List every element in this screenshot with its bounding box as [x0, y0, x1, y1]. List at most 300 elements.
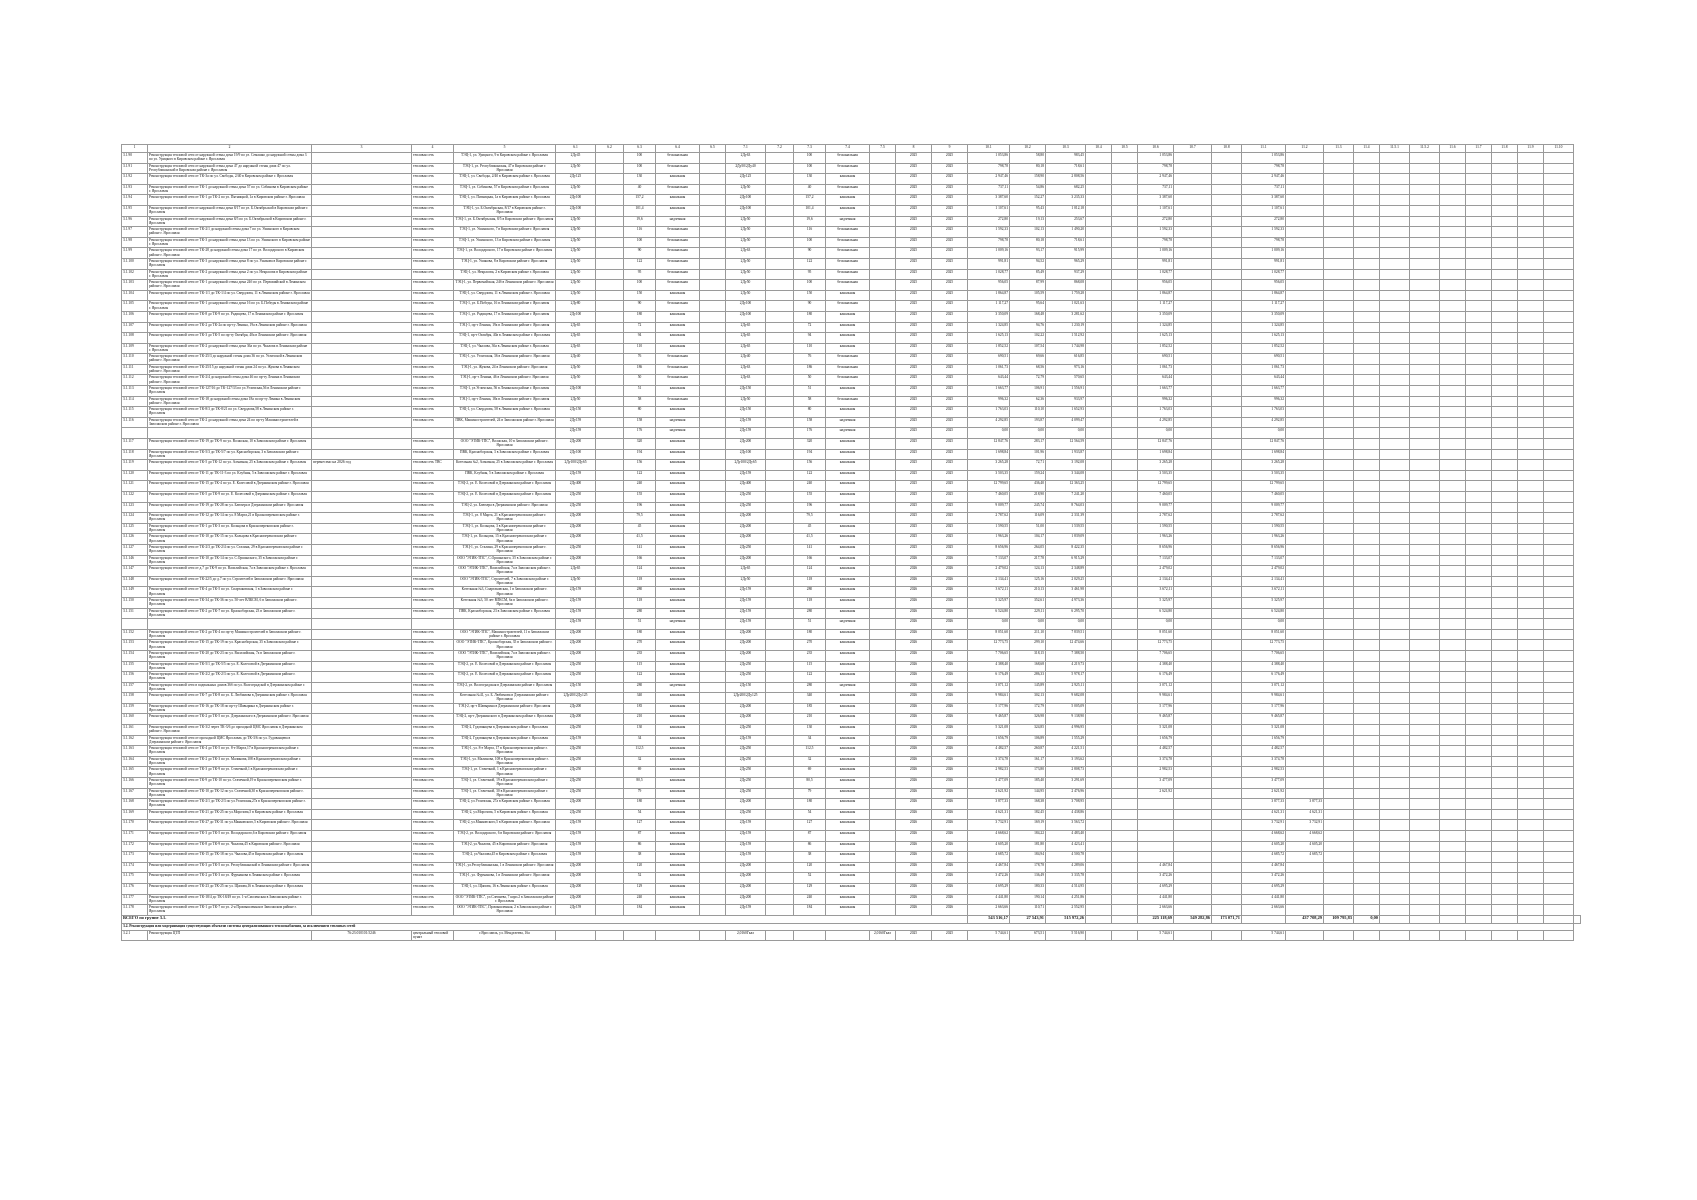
table-cell: Реконструкция тепловой сети от д.7 до ТК-9 по ул. Василийская, 7а в Заволжском районе г. Ярославля	[148, 566, 312, 577]
table-cell	[870, 311, 896, 322]
table-cell	[1466, 883, 1492, 894]
table-cell	[1324, 523, 1354, 534]
table-cell: 2025	[896, 163, 932, 174]
table-cell: 72,71	[1010, 460, 1046, 471]
table-cell	[1440, 661, 1466, 672]
table-cell	[870, 746, 896, 757]
table-cell	[1544, 767, 1574, 778]
table-cell: тепловая сеть	[412, 195, 454, 206]
table-cell: тепловая сеть	[412, 799, 454, 810]
table-cell: канальная	[656, 407, 700, 418]
table-cell	[766, 417, 794, 428]
table-cell	[1286, 862, 1324, 873]
table-cell	[1324, 195, 1354, 206]
table-cell	[1212, 544, 1242, 555]
table-cell	[596, 852, 624, 863]
table-cell: 8 051,60	[968, 629, 1010, 640]
table-cell: канальная	[656, 703, 700, 714]
table-cell: ТЭЦ-1, ул. Сталина, 29 в Красноперекопском районе г. Ярославля	[454, 544, 556, 555]
table-cell	[1354, 407, 1380, 418]
table-cell: 217,78	[1010, 555, 1046, 566]
table-cell: 5 325,97	[968, 597, 1010, 608]
table-cell: 4 483,40	[1046, 831, 1086, 842]
table-cell	[1086, 523, 1112, 534]
table-cell: 32	[624, 756, 656, 767]
table-cell	[1518, 407, 1544, 418]
table-cell: 3.1.154	[122, 650, 148, 661]
table-cell: 218,90	[1010, 492, 1046, 503]
table-cell: надземная	[656, 619, 700, 630]
table-cell	[1112, 767, 1138, 778]
table-row	[122, 396, 1581, 407]
table-cell	[596, 153, 624, 164]
table-cell	[1286, 492, 1324, 503]
table-cell	[1492, 587, 1518, 598]
table-cell	[1174, 216, 1212, 227]
table-cell	[1324, 237, 1354, 248]
column-header: 11.3	[1324, 145, 1354, 153]
table-cell: 107,54	[1010, 343, 1046, 354]
table-cell	[596, 587, 624, 598]
table-cell: 2025	[896, 237, 932, 248]
table-cell	[1174, 619, 1212, 630]
table-cell	[1354, 290, 1380, 301]
table-cell	[1410, 640, 1440, 651]
table-cell: 4 621,31	[1286, 809, 1324, 820]
table-cell: 2025	[932, 417, 968, 428]
table-cell	[1086, 258, 1112, 269]
table-cell	[596, 555, 624, 566]
table-cell	[1466, 258, 1492, 269]
table-cell	[1174, 873, 1212, 884]
table-cell: 9 009,77	[968, 502, 1010, 513]
table-cell: 280	[624, 587, 656, 598]
table-cell: 2Ду159	[556, 841, 596, 852]
table-cell	[1324, 333, 1354, 344]
table-cell: 1 539,55	[1046, 523, 1086, 534]
table-cell	[1380, 735, 1410, 746]
table-cell	[1174, 661, 1212, 672]
table-cell	[870, 650, 896, 661]
table-cell: 6 524,80	[1242, 608, 1286, 619]
table-cell	[1410, 248, 1440, 259]
table-cell	[1112, 153, 1138, 164]
table-cell	[1518, 619, 1544, 630]
table-cell: ТЭЦ-2, ул.Маяковского,5 в Кировском районе г. Ярославля	[454, 820, 556, 831]
table-cell: 2Ду50/2Ду40	[726, 163, 766, 174]
table-cell: канальная	[656, 778, 700, 789]
table-cell: Реконструкция тепловой сети от ТК-127/16 до ТК-127/33 по ул.Угличская,56 в Ленинском районе г. Ярославля	[148, 386, 312, 397]
table-cell: 2 947,46	[968, 174, 1010, 185]
table-cell	[1410, 439, 1440, 450]
table-cell: канальная	[826, 608, 870, 619]
table-cell	[1544, 661, 1574, 672]
table-row	[122, 280, 1581, 291]
table-cell: 1 763,03	[1138, 407, 1174, 418]
table-cell	[1212, 205, 1242, 216]
table-cell	[1212, 555, 1242, 566]
table-cell	[596, 184, 624, 195]
table-cell: 4 668,62	[1286, 831, 1324, 842]
table-cell: 643,44	[968, 375, 1010, 386]
table-cell	[596, 470, 624, 481]
table-cell	[412, 428, 454, 439]
table-cell	[766, 311, 794, 322]
table-cell: 2025	[932, 216, 968, 227]
table-cell: 3.1.159	[122, 703, 148, 714]
table-cell	[1544, 682, 1574, 693]
table-cell	[1466, 725, 1492, 736]
table-cell: канальная	[826, 905, 870, 916]
table-cell: 3.1.117	[122, 439, 148, 450]
table-cell: 3 350,09	[1138, 311, 1174, 322]
table-cell	[312, 672, 412, 683]
table-cell: тепловая сеть	[412, 481, 454, 492]
table-cell	[1086, 492, 1112, 503]
table-cell: 2Ду159	[726, 619, 766, 630]
table-cell	[1380, 650, 1410, 661]
table-cell	[1086, 163, 1112, 174]
table-cell	[1174, 831, 1212, 842]
table-cell	[596, 333, 624, 344]
table-cell	[1492, 555, 1518, 566]
table-cell: канальная	[826, 809, 870, 820]
table-cell	[596, 417, 624, 428]
table-cell	[1440, 386, 1466, 397]
table-cell	[1440, 587, 1466, 598]
table-cell: канальная	[656, 205, 700, 216]
table-cell	[624, 930, 656, 941]
table-cell: Реконструкция тепловой сети от ТК-3 до ТК-5 по пр-ту Октября, 40а в Ленинском районе г. Ярославля	[148, 333, 312, 344]
table-cell: Реконструкция тепловой сети от ТК-12 до ТК-14 по ул. 8 Марта,21 в Красноперекопском районе г. Ярославля	[148, 513, 312, 524]
table-cell: тепловая сеть	[412, 852, 454, 863]
table-cell: Реконструкция тепловой сети от ТК-2 до наружной стены дома 2 по ул. Некрасова в Кировском районе г. Ярославля	[148, 269, 312, 280]
table-cell: тепловая сеть	[412, 566, 454, 577]
table-cell	[1286, 237, 1324, 248]
table-cell: 2Ду250	[726, 544, 766, 555]
table-cell	[1440, 703, 1466, 714]
table-cell	[700, 714, 726, 725]
table-cell	[1492, 280, 1518, 291]
table-cell: 9 984,61	[1138, 693, 1174, 704]
table-cell	[1492, 470, 1518, 481]
table-cell: 2Ду159	[726, 597, 766, 608]
table-cell: 3.1.158	[122, 693, 148, 704]
table-cell	[1380, 767, 1410, 778]
table-cell: 3 291,69	[1046, 778, 1086, 789]
table-cell: 996,32	[1242, 396, 1286, 407]
table-cell	[1354, 513, 1380, 524]
table-cell: тепловая сеть	[412, 788, 454, 799]
table-cell	[1440, 693, 1466, 704]
table-cell: 152,27	[1010, 195, 1046, 206]
table-cell	[312, 809, 412, 820]
table-cell	[766, 778, 794, 789]
table-cell: 8 656,96	[1138, 544, 1174, 555]
table-cell: 2Ду100	[556, 449, 596, 460]
table-cell	[870, 831, 896, 842]
table-cell	[1544, 735, 1574, 746]
table-cell: 2Ду250	[726, 767, 766, 778]
table-cell: 5 177,96	[1242, 703, 1286, 714]
table-cell: канальная	[826, 502, 870, 513]
table-cell: канальная	[826, 672, 870, 683]
table-cell	[1086, 703, 1112, 714]
table-cell: ТЭЦ-1, ул. Собинова, 57 в Кировском районе г. Ярославля	[454, 184, 556, 195]
table-cell: 3 503,35	[968, 470, 1010, 481]
table-cell	[766, 555, 794, 566]
table-cell: 2025	[896, 470, 932, 481]
table-row	[122, 831, 1581, 842]
table-cell	[870, 608, 896, 619]
table-cell: 87,99	[1010, 280, 1046, 291]
table-cell	[1518, 375, 1544, 386]
table-cell: 2Ду200	[556, 714, 596, 725]
table-cell: 3.1.150	[122, 597, 148, 608]
table-cell: 2025	[896, 227, 932, 238]
table-cell: канальная	[826, 290, 870, 301]
table-cell	[1212, 449, 1242, 460]
table-cell	[1324, 280, 1354, 291]
table-cell	[1518, 386, 1544, 397]
table-cell: 2Ду50	[726, 227, 766, 238]
table-cell: 3.1.114	[122, 396, 148, 407]
table-cell	[596, 460, 624, 471]
table-cell	[1324, 439, 1354, 450]
table-cell	[1174, 862, 1212, 873]
table-cell: 7 460,05	[968, 492, 1010, 503]
table-cell: 210	[624, 714, 656, 725]
table-cell	[1324, 619, 1354, 630]
table-cell	[1440, 481, 1466, 492]
table-cell	[1112, 513, 1138, 524]
column-header: 8	[896, 145, 932, 153]
table-cell	[1410, 894, 1440, 905]
table-cell	[1212, 439, 1242, 450]
table-cell: канальная	[656, 566, 700, 577]
table-cell: Реконструкция тепловой сети от ТК-2/4 до наружной стены дома 46 по пр-ту Ленина в Ленинском районе г. Ярославля	[148, 375, 312, 386]
table-cell	[1174, 746, 1212, 757]
table-cell	[1518, 322, 1544, 333]
table-cell	[1492, 513, 1518, 524]
table-row	[122, 333, 1581, 344]
table-cell	[1324, 894, 1354, 905]
table-cell: 2Ду50	[726, 269, 766, 280]
table-cell	[1466, 417, 1492, 428]
table-cell: 1 663,77	[1242, 386, 1286, 397]
table-cell	[596, 608, 624, 619]
table-cell: 272,80	[968, 216, 1010, 227]
table-cell: 2Ду200	[726, 640, 766, 651]
table-cell: тепловая сеть	[412, 311, 454, 322]
table-cell	[1212, 725, 1242, 736]
table-cell: тепловая сеть	[412, 396, 454, 407]
table-cell: канальная	[656, 735, 700, 746]
table-cell	[1086, 799, 1112, 810]
table-cell: 0,00	[1138, 428, 1174, 439]
table-cell: 2Ду200	[556, 799, 596, 810]
table-cell	[1492, 396, 1518, 407]
table-cell	[1086, 322, 1112, 333]
table-cell: ТЭЦ-1, ул. Стачечной, 19 в Красноперекопском районе г. Ярославля	[454, 778, 556, 789]
table-cell: 3 732,91	[1286, 820, 1324, 831]
table-cell: тепловая сеть	[412, 714, 454, 725]
table-cell	[1440, 492, 1466, 503]
table-cell: 7 460,05	[1138, 492, 1174, 503]
column-header: 10.4	[1086, 145, 1112, 153]
table-cell: 2Ду250	[726, 672, 766, 683]
table-cell	[870, 153, 896, 164]
table-cell: тепловая сеть	[412, 661, 454, 672]
table-cell	[1212, 174, 1242, 185]
table-cell	[596, 725, 624, 736]
table-cell: 2Ду50	[556, 396, 596, 407]
table-cell	[1466, 767, 1492, 778]
table-cell: 2025	[932, 333, 968, 344]
table-cell: 41,5	[624, 534, 656, 545]
table-cell: 2Ду250	[556, 809, 596, 820]
table-cell: 4 467,84	[1242, 862, 1286, 873]
table-cell	[1518, 290, 1544, 301]
table-cell	[596, 650, 624, 661]
table-cell: 3.1.106	[122, 311, 148, 322]
table-cell: 2Ду200	[726, 555, 766, 566]
table-cell	[766, 343, 794, 354]
table-cell: 19,13	[1010, 216, 1046, 227]
table-cell: 7 706,65	[968, 650, 1010, 661]
table-cell	[1324, 396, 1354, 407]
table-cell: 157,2	[624, 195, 656, 206]
table-cell	[1440, 905, 1466, 916]
table-cell	[870, 449, 896, 460]
table-cell: 3.1.152	[122, 629, 148, 640]
table-cell	[1112, 492, 1138, 503]
table-cell: канальная	[656, 481, 700, 492]
table-cell: Реконструкция тепловой сети от ТК-19 до ТК-28 по ул. Блюхера в Дзержинском районе г. Ярославля	[148, 502, 312, 513]
table-cell	[1410, 756, 1440, 767]
table-cell	[1466, 587, 1492, 598]
table-cell	[1354, 258, 1380, 269]
table-cell	[766, 725, 794, 736]
table-cell	[1492, 597, 1518, 608]
table-cell	[1086, 216, 1112, 227]
table-cell: ТЭЦ-1, ул. Щапова, 16 в Ленинском районе г. Ярославля	[454, 883, 556, 894]
table-cell	[1286, 290, 1324, 301]
table-cell	[1324, 905, 1354, 916]
table-cell: 2Ду200	[726, 439, 766, 450]
table-cell: Реконструкция тепловой сети от ТК-2 до наружной стены дома 36а по ул. Чкалова в Ленинском районе г. Ярославля	[148, 343, 312, 354]
table-cell	[1174, 629, 1212, 640]
table-cell	[870, 258, 896, 269]
table-cell	[1466, 481, 1492, 492]
table-cell: 340	[794, 693, 826, 704]
table-cell: 80	[624, 407, 656, 418]
table-cell	[1380, 831, 1410, 842]
table-cell	[312, 492, 412, 503]
table-cell	[312, 428, 412, 439]
table-cell: 2026	[932, 725, 968, 736]
table-cell: 2Ду200	[726, 862, 766, 873]
table-cell: канальная	[826, 873, 870, 884]
table-cell: 116,09	[1010, 513, 1046, 524]
table-cell	[766, 470, 794, 481]
table-cell: канальная	[826, 629, 870, 640]
table-cell: 3 708,95	[1046, 799, 1086, 810]
table-cell: ТЭЦ-1, ул. Стачечной, 30 в Красноперекопском районе г. Ярославля	[454, 788, 556, 799]
table-cell	[1466, 227, 1492, 238]
table-cell: ООО "ЭТИК-ТПС", Василийская, 7а в Заволжском районе г. Ярославля	[454, 650, 556, 661]
table-cell	[1324, 417, 1354, 428]
table-cell: 5 321,08	[1242, 725, 1286, 736]
table-cell	[766, 799, 794, 810]
column-header: 7.2	[766, 145, 794, 153]
table-cell: 2026	[896, 566, 932, 577]
table-cell: 45	[624, 523, 656, 534]
table-cell: тепловая сеть	[412, 470, 454, 481]
table-cell: 1 698,84	[1138, 449, 1174, 460]
table-cell	[870, 354, 896, 365]
table-cell	[596, 883, 624, 894]
table-cell: 116	[624, 227, 656, 238]
table-cell: ТЭЦ-1, ул.Угличская, 56 в Ленинском районе г. Ярославля	[454, 386, 556, 397]
table-cell	[1518, 481, 1544, 492]
table-cell: 4 695,29	[1242, 883, 1286, 894]
table-row	[122, 513, 1581, 524]
table-cell	[312, 417, 412, 428]
table-cell	[1324, 248, 1354, 259]
table-cell: надземная	[826, 216, 870, 227]
table-cell: 2Ду200	[556, 523, 596, 534]
table-cell	[1354, 534, 1380, 545]
column-header: 10.7	[1174, 145, 1212, 153]
table-row	[122, 852, 1581, 863]
table-cell	[700, 428, 726, 439]
table-cell: 2Ду50	[556, 280, 596, 291]
table-cell	[1440, 735, 1466, 746]
table-cell: Реконструкция тепловой сети от ТК-18 до наружной стены дома 18а по пр-ту Ленина в Ленинском районе г. Ярославля	[148, 396, 312, 407]
table-cell: 5 005,09	[1046, 703, 1086, 714]
table-cell	[1380, 205, 1410, 216]
table-cell: 3.1.160	[122, 714, 148, 725]
table-cell: 3.1.146	[122, 555, 148, 566]
table-cell	[1086, 513, 1112, 524]
table-cell	[1354, 650, 1380, 661]
table-cell: 2025	[896, 513, 932, 524]
table-cell	[1324, 407, 1354, 418]
table-cell	[870, 693, 896, 704]
table-cell: 34	[794, 735, 826, 746]
table-cell: 122	[624, 672, 656, 683]
table-cell	[1492, 778, 1518, 789]
table-cell: канальная	[826, 650, 870, 661]
table-cell	[1086, 280, 1112, 291]
table-cell: 3.1.168	[122, 799, 148, 810]
table-cell: 9 682,08	[1046, 693, 1086, 704]
table-cell	[870, 460, 896, 471]
table-cell	[1380, 184, 1410, 195]
table-cell: Реконструкция тепловой сети от ТК-2 до ТК-3 по ул. Малинова,108 в Красноперекопском районе г. Ярославля	[148, 756, 312, 767]
table-cell	[1410, 735, 1440, 746]
table-cell	[1354, 905, 1380, 916]
table-cell: ТЭЦ-1, ул.Республиканская, 1 в Ленинском районе г. Ярославля	[454, 862, 556, 873]
table-cell: 2026	[896, 799, 932, 810]
table-cell: 2026	[932, 831, 968, 842]
table-cell	[1410, 163, 1440, 174]
table-cell	[1286, 555, 1324, 566]
table-cell: 2Ду65	[556, 333, 596, 344]
table-cell: 0,00	[968, 428, 1010, 439]
table-cell	[1544, 322, 1574, 333]
